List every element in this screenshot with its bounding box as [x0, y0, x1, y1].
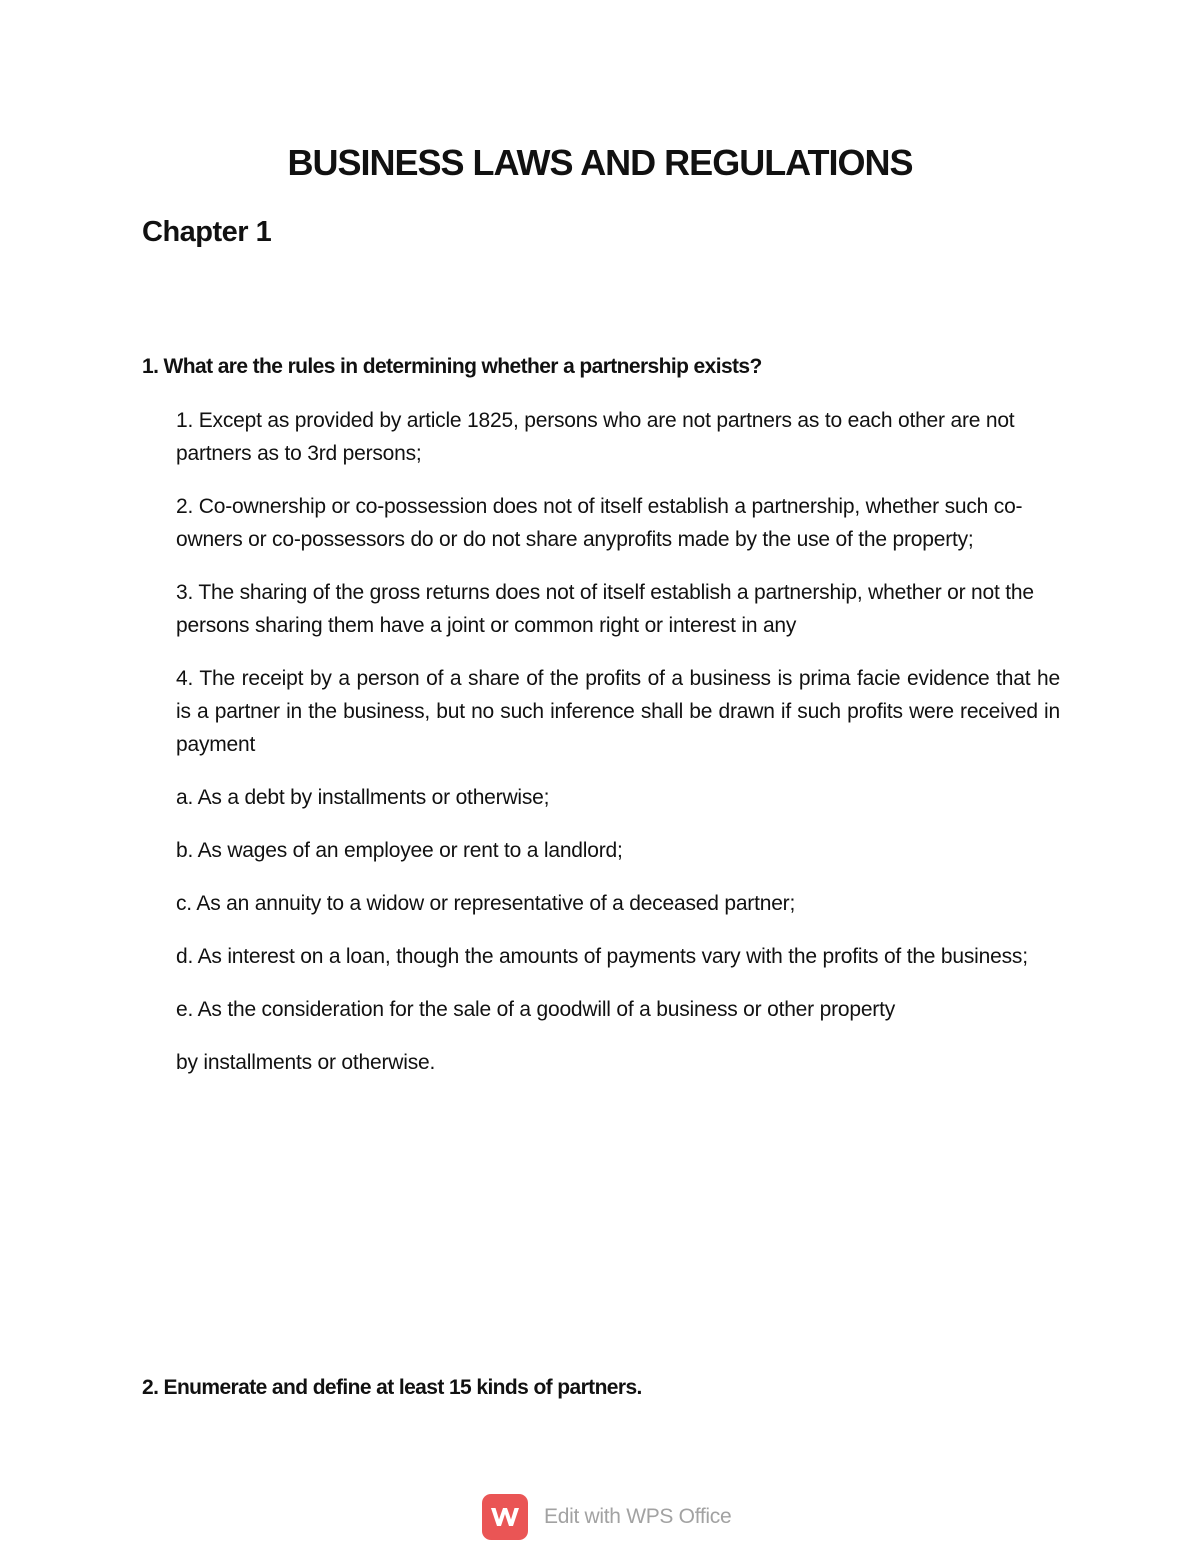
question-1-heading: 1. What are the rules in determining whether a partnership exists? [142, 355, 762, 378]
wps-office-logo-icon [482, 1494, 528, 1540]
sub-item-c: c. As an annuity to a widow or representative of a deceased partner; [176, 892, 796, 915]
sub-item-d: d. As interest on a loan, though the amounts of payments vary with the profits of the business; [176, 945, 1028, 968]
rule-1-paragraph: 1. Except as provided by article 1825, persons who are not partners as to each other are not partners as to 3rd persons; [176, 409, 1015, 465]
question-1-answers [176, 404, 1060, 1099]
chapter-heading: Chapter 1 [142, 216, 272, 248]
sub-item-e-continuation: by installments or otherwise. [176, 1051, 436, 1074]
wps-badge-label: Edit with WPS Office [544, 1505, 732, 1528]
sub-item-b: b. As wages of an employee or rent to a landlord; [176, 839, 623, 862]
edit-with-wps-badge[interactable] [482, 1494, 731, 1540]
document-title: BUSINESS LAWS AND REGULATIONS [287, 142, 913, 183]
question-2-heading: 2. Enumerate and define at least 15 kinds of partners. [142, 1376, 642, 1399]
rule-2-paragraph: 2. Co-ownership or co-possession does not of itself establish a partnership, whether such co-owners or co-possessors do or do not share anyprofits made by the use of the property; [176, 495, 1023, 551]
sub-item-a: a. As a debt by installments or otherwise; [176, 786, 550, 809]
sub-item-e: e. As the consideration for the sale of a goodwill of a business or other property [176, 998, 896, 1021]
rule-4-paragraph: 4. The receipt by a person of a share of the profits of a business is prima facie evidence that he is a partner in the business, but no such inference shall be drawn if such profits were received in payment [176, 667, 1060, 756]
rule-3-paragraph: 3. The sharing of the gross returns does not of itself establish a partnership, whether or not the persons sharing them have a joint or common right or interest in any [176, 581, 1034, 637]
